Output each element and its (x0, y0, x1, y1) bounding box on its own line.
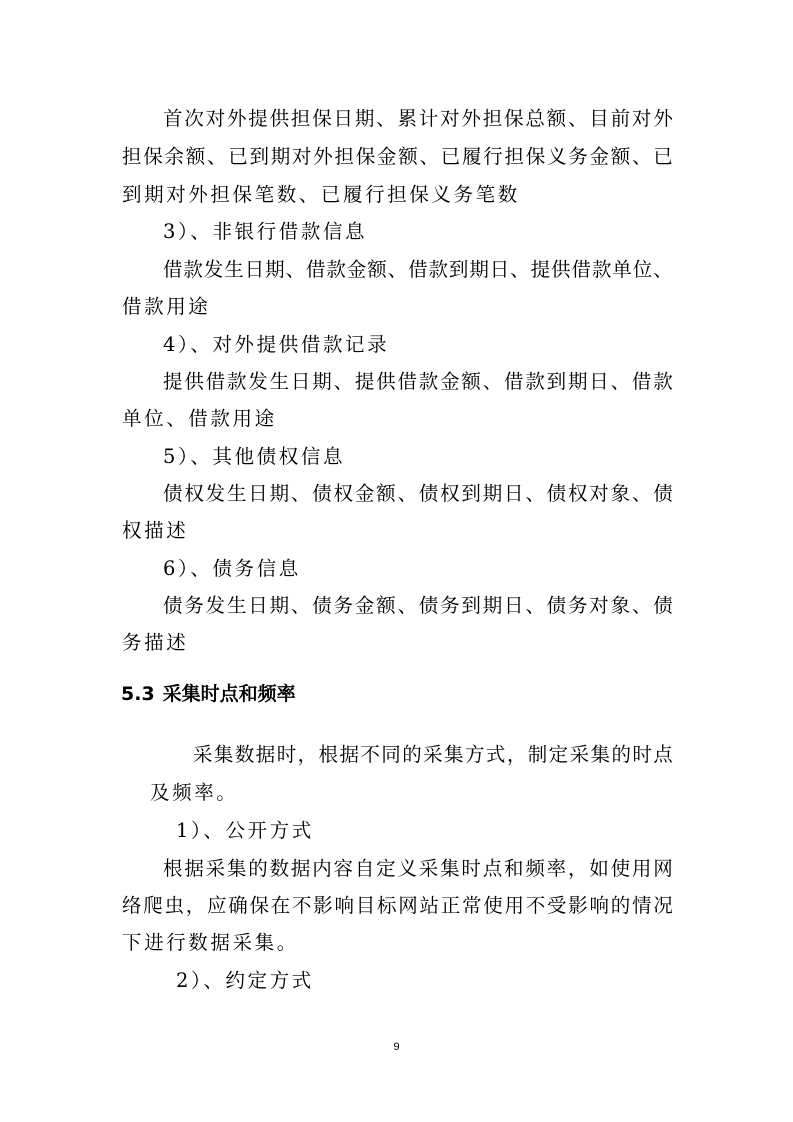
paragraph-line: 债 务 发 生 日 期 、 债 务 金 额 、 债 务 到 期 日 、 债 务 对 象 、 债 (163, 594, 673, 617)
page-number: 9 (393, 1041, 400, 1053)
list-item-title: 5）、其他债权信息 (163, 445, 346, 468)
paragraph-line: 到期对外担保笔数、已履行担保义务笔数 (122, 183, 520, 206)
paragraph-line: 单位、借款用途 (122, 407, 277, 430)
section-heading (121, 680, 296, 708)
section-number: 5.3 (121, 683, 155, 705)
paragraph-line: 及频率。 (150, 781, 239, 804)
paragraph-line: 借款用途 (122, 295, 211, 318)
paragraph-line: 首 次 对 外 提 供 担 保 日 期 、 累 计 对 外 担 保 总 额 、 目 前 对 外 (163, 107, 673, 130)
paragraph-line: 采 集 数 据 时 ， 根 据 不 同 的 采 集 方 式 ， 制 定 采 集 的 时 点 (193, 743, 673, 766)
paragraph-line: 债 权 发 生 日 期 、 债 权 金 额 、 债 权 到 期 日 、 债 权 对 象 、 债 (163, 482, 673, 505)
paragraph-line: 提 供 借 款 发 生 日 期 、 提 供 借 款 金 额 、 借 款 到 期 日 、 借 款 (163, 370, 673, 393)
list-item-title: 3）、非银行借款信息 (163, 220, 368, 243)
list-item-title: 4）、对外提供借款记录 (163, 333, 390, 356)
paragraph-line: 权描述 (122, 519, 189, 542)
list-item-title: 6）、债务信息 (163, 557, 301, 580)
paragraph-line: 借 款 发 生 日 期 、 借 款 金 额 、 借 款 到 期 日 、 提 供 借 款 单 位 、 (163, 258, 673, 281)
section-title: 采集时点和频率 (162, 683, 296, 705)
paragraph-line: 下进行数据采集。 (122, 931, 299, 954)
paragraph-line: 络 爬 虫 ， 应 确 保 在 不 影 响 目 标 网 站 正 常 使 用 不 受 影 响 的 情 况 (122, 894, 673, 917)
paragraph-line: 务描述 (122, 631, 189, 654)
list-item-title: 2）、约定方式 (176, 969, 314, 992)
paragraph-line: 担 保 余 额 、 已 到 期 对 外 担 保 金 额 、 已 履 行 担 保 义 务 金 额 、 已 (122, 145, 673, 168)
list-item-title: 1）、公开方式 (176, 819, 314, 842)
paragraph-line: 根 据 采 集 的 数 据 内 容 自 定 义 采 集 时 点 和 频 率 ， 如 使 用 网 (163, 857, 673, 880)
